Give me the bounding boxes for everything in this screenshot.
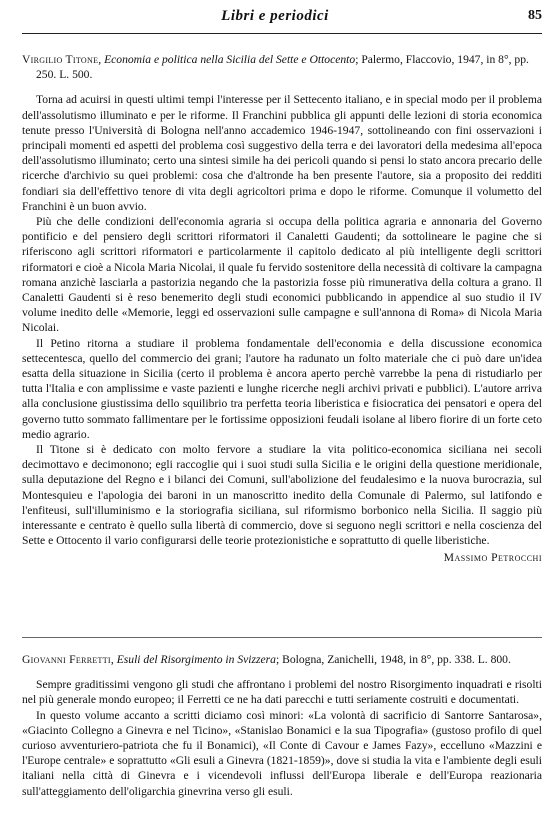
review-author: Virgilio Titone — [22, 53, 99, 66]
reviewer-signature: Massimo Petrocchi — [443, 551, 542, 564]
review-paragraph: Il Titone si è dedicato con molto fervore a studiare la vita politico-economica siciliana nei secoli decimottavo e decimonono; egli raccoglie qui i suoi studi sulla Sicilia e le origini della questione meridionale, sulla deputazione del Regno e i bilanci dei Comuni, sull'abolizione del feudalesimo e la nuova burocrazia, sul Montesquieu e l'apologia dei baroni in un manoscritto inedito della Comunale di Palermo, sul latifondo e l'enfiteusi, sull'illuminismo e la storiografia siciliana, sul riformismo borbonico nella Sicilia. Il saggio più interessante e centrato è quello sulla libertà di commercio, dove si seguono negli scrittori e nella coscienza del Sette e Ottocento il vario configurarsi delle teorie protezionistiche e soprattutto di quelle liberistiche. — [22, 443, 542, 548]
review-paragraph: Più che delle condizioni dell'economia agraria si occupa della politica agraria e annonaria del Governo pontificio e del pensiero degli scrittori riformatori il Canaletti Gaudenti; da sottolineare le pagine che si riferiscono agli scrittori riformatori e particolarmente il capitolo dedicato al più intelligente degli scrittori riformatori e cioè a Nicola Maria Nicolai, il quale fu fervido sostenitore della necessità di coltivare la campagna romana anzichè lasciarla a pastorizia negando che la pastorizia fosse più rimunerativa della coltura a grano. Il Canaletti Gaudenti si è reso benemerito degli studi economici pubblicando in appendice al suo studio il IV volume inedito delle «Memorie, leggi ed osservazioni sulle campagne e sull'annona di Roma» di Nicola Maria Nicolai. — [22, 215, 542, 335]
review-paragraph: In questo volume accanto a scritti diciamo così minori: «La volontà di sacrificio di Santorre Santarosa», «Giacinto Collegno a Ginevra e nel Ticino», «Stanislao Bonamici e la sua Tipografia» (gustoso profilo di quel curioso avventuriero-patriota che fu il Bonamici), «Il Conte di Cavour e James Fazy», eccelluno «Mazzini e l'Europe centrale» e soprattutto «Gli esuli a Ginevra (1821-1859)», dove si studia la vita e l'ambiente degli esuli italiani nella città di Ginevra e i vicendevoli influssi dell'Europa liberale e dell'Europa reazionaria sull'atteggiamento dell'oligarchia ginevrina verso gli esuli. — [22, 708, 542, 798]
page-number: 85 — [528, 8, 542, 23]
book-title: Economia e politica nella Sicilia del Sette e Ottocento — [104, 53, 356, 66]
header-rule — [22, 33, 542, 34]
review-paragraph: Torna ad acuirsi in questi ultimi tempi l'interesse per il Settecento italiano, e in special modo per il problema dell'assolutismo illuminato e per le riforme. Il Franchini pubblica gli appunti delle lezioni di storia economica tenute presso l'Università di Bologna nell'anno accademico 1946-1947, sottolineando con fini osservazioni i principali momenti ed aspetti del problema così suggestivo della terra e dei lavoratori della medesima all'epoca dell'assolutismo illuminato; certo una sintesi simile ha dei pericoli quando si pensi lo stato ancora precario delle ricerche d'archivio su quei problemi: cosa che d'altronde ha ben presente l'autore, sia a proposito dei redditi fondiari sia dell'effettivo tenore di vita degli agricoltori prima e dopo le riforme. Comunque il volumetto del Franchini è un buon avvio. — [22, 93, 542, 213]
publication-info: ; Palermo, Flaccovio, 1947, in 8°, pp. 250. L. 500. — [36, 53, 529, 82]
review-titone — [22, 52, 542, 566]
book-title: Esuli del Risorgimento in Svizzera — [116, 653, 276, 666]
running-header — [0, 8, 550, 28]
review-ferretti — [22, 652, 542, 799]
bibliographic-entry: Virgilio Titone, Economia e politica nella Sicilia del Sette e Ottocento; Palermo, Flaccovio, 1947, in 8°, pp. 250. L. 500. — [22, 53, 529, 82]
bibliographic-entry: Giovanni Ferretti, Esuli del Risorgimento in Svizzera; Bologna, Zanichelli, 1948, in 8°, pp. 338. L. 800. — [22, 653, 511, 666]
publication-info: ; Bologna, Zanichelli, 1948, in 8°, pp. 338. L. 800. — [275, 653, 511, 666]
review-paragraph: Il Petino ritorna a studiare il problema fondamentale dell'economia e della discussione economica settecentesca, quello del commercio dei grani; l'autore ha radunato un folto materiale che ci può dare un'idea esatta della situazione in Sicilia (certo il problema è ancora aperto perchè varrebbe la pena di ristudiarlo per tutta l'Italia e con amplissime e vaste pazienti e lunghe ricerche negli archivi privati e pubblici). L'autore arriva alla conclusione giustissima dello squilibrio tra perfetta teoria liberistica e fisiocratica dei pensatori e opera del governo tutto sommato fallimentare per le fortissime opposizioni feudali isolane al libero fiorire di un forte ceto medio agrario. — [22, 336, 542, 441]
running-title: Libri e periodici — [221, 8, 329, 24]
section-separator — [22, 637, 542, 638]
review-paragraph: Sempre graditissimi vengono gli studi che affrontano i problemi del nostro Risorgimento inquadrati e risolti nel più generale mondo europeo; il Ferretti ce ne ha dati parecchi e tutti seriamente costruiti e documentati. — [22, 678, 542, 707]
review-author: Giovanni Ferretti — [22, 653, 111, 666]
